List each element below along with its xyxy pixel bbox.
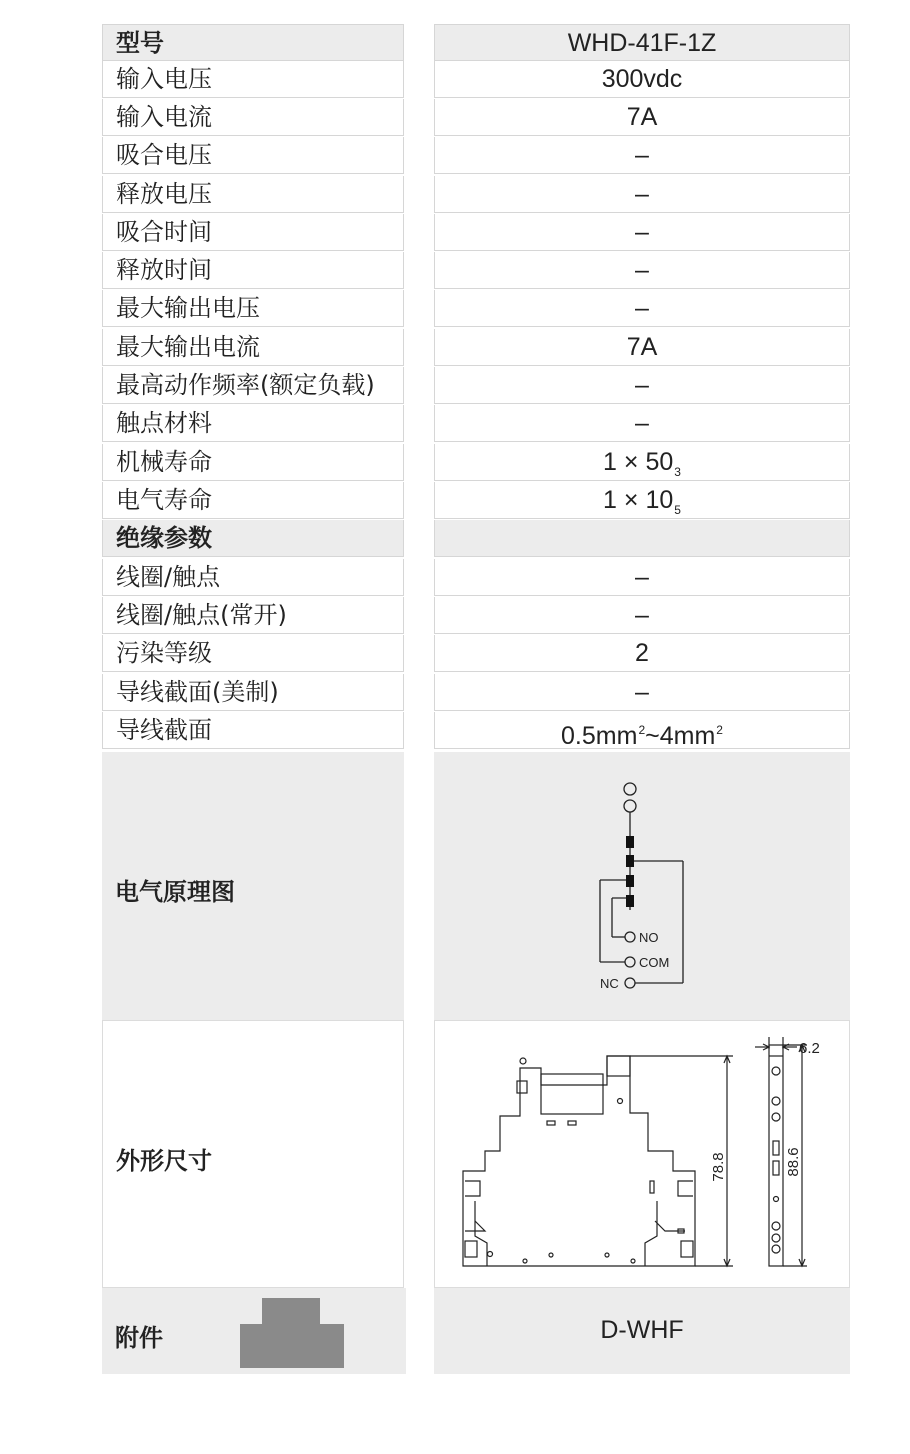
electrical-life-subscript: 5 — [674, 503, 681, 517]
no-terminal-label: NO — [639, 930, 659, 945]
release-voltage-label: 释放电压 — [116, 180, 212, 208]
row-label-cell — [102, 674, 404, 711]
row-value-cell — [434, 252, 850, 289]
row-label-cell — [102, 290, 404, 327]
accessory-image — [240, 1298, 350, 1372]
coil-contact-no-label: 线圈/触点(常开) — [116, 601, 287, 629]
electrical-life-value — [435, 482, 849, 519]
row-label-cell — [102, 61, 404, 98]
row-label-cell — [102, 405, 404, 442]
release-time-value: – — [635, 256, 649, 284]
row-value-cell — [434, 520, 850, 557]
end-bracket-icon — [240, 1298, 344, 1368]
coil-contact-label: 线圈/触点 — [116, 563, 221, 591]
row-label-cell — [102, 99, 404, 136]
input-current-label: 输入电流 — [116, 103, 212, 131]
mechanical-life-subscript: 3 — [674, 465, 681, 479]
row-value-cell — [434, 329, 850, 366]
contact-material-label: 触点材料 — [116, 409, 212, 437]
row-label-cell — [102, 635, 404, 672]
coil-contact-value: – — [635, 563, 649, 591]
relay-body-outline — [541, 1074, 603, 1114]
row-value-cell — [434, 61, 850, 98]
electrical-life-label: 电气寿命 — [116, 486, 212, 514]
pickup-voltage-value: – — [635, 141, 649, 169]
model-label: 型号 — [116, 29, 164, 57]
wire-max-exponent: 2 — [716, 723, 723, 737]
pollution-degree-label: 污染等级 — [116, 639, 212, 667]
schematic-label-cell — [102, 752, 404, 1020]
row-label-cell — [102, 214, 404, 251]
row-value-cell — [434, 176, 850, 213]
dimensions-label: 外形尺寸 — [116, 1147, 212, 1175]
wire-section-awg-label: 导线截面(美制) — [116, 678, 279, 706]
row-label-cell — [102, 520, 404, 557]
release-voltage-value: – — [635, 180, 649, 208]
dimension-width: 6.2 — [799, 1040, 820, 1057]
wiring-diagram — [434, 752, 850, 1020]
row-value-cell — [434, 559, 850, 596]
com-terminal-label: COM — [639, 955, 670, 970]
wire-min-value: 0.5mm — [561, 722, 638, 750]
row-value-cell — [434, 444, 850, 481]
dimension-height-outer: 88.6 — [785, 1147, 802, 1177]
accessory-value: D-WHF — [600, 1316, 684, 1344]
accessory-label-cell — [102, 1288, 406, 1374]
row-label-cell — [102, 137, 404, 174]
model-value: WHD-41F-1Z — [567, 29, 717, 57]
schematic-label: 电气原理图 — [115, 878, 235, 906]
row-label-cell — [102, 482, 404, 519]
wire-section-label: 导线截面 — [116, 716, 212, 744]
row-value-cell — [434, 367, 850, 404]
mechanical-life-base: 1 × 50 — [603, 448, 674, 476]
coil-terminal-a2-icon — [624, 800, 636, 812]
pickup-time-label: 吸合时间 — [116, 218, 212, 246]
mechanical-life-value — [435, 444, 849, 481]
max-output-voltage-value: – — [635, 294, 649, 322]
outline-drawing — [435, 1021, 851, 1289]
row-label-cell — [102, 176, 404, 213]
row-label-cell — [102, 559, 404, 596]
input-current-value: 7A — [626, 103, 658, 131]
electrical-life-base: 1 × 10 — [603, 486, 674, 514]
row-value-cell — [434, 99, 850, 136]
coil-contact-no-value: – — [635, 601, 649, 629]
row-label-cell — [102, 712, 404, 749]
contact-material-value: – — [635, 409, 649, 437]
row-label-cell — [102, 367, 404, 404]
row-value-cell — [434, 290, 850, 327]
pollution-degree-value: 2 — [635, 639, 649, 667]
max-output-voltage-label: 最大输出电压 — [116, 294, 260, 322]
row-label-cell — [102, 252, 404, 289]
input-voltage-value: 300vdc — [601, 65, 683, 93]
dimension-height-inner: 78.8 — [710, 1152, 727, 1182]
row-label-cell — [102, 24, 404, 61]
dimensions-label-cell — [102, 1020, 404, 1288]
row-value-cell — [434, 597, 850, 634]
max-frequency-value: – — [635, 371, 649, 399]
row-value-cell — [434, 405, 850, 442]
wire-section-awg-value: – — [635, 678, 649, 706]
row-label-cell — [102, 597, 404, 634]
com-terminal-icon — [625, 957, 635, 967]
max-output-current-value: 7A — [626, 333, 658, 361]
accessory-label: 附件 — [115, 1324, 163, 1352]
nc-terminal-icon — [625, 978, 635, 988]
row-value-cell — [434, 635, 850, 672]
release-time-label: 释放时间 — [116, 256, 212, 284]
row-label-cell — [102, 329, 404, 366]
max-frequency-label: 最高动作频率(额定负载) — [116, 371, 375, 399]
row-value-cell — [434, 214, 850, 251]
pickup-time-value: – — [635, 218, 649, 246]
wire-max-value: ~4mm — [645, 722, 716, 750]
row-value-cell — [434, 674, 850, 711]
row-label-cell — [102, 444, 404, 481]
max-output-current-label: 最大输出电流 — [116, 333, 260, 361]
coil-terminal-a1-icon — [624, 783, 636, 795]
nc-terminal-label: NC — [600, 976, 619, 991]
schematic-diagram-cell — [434, 752, 850, 1020]
insulation-section-value — [435, 520, 849, 557]
input-voltage-label: 输入电压 — [116, 65, 212, 93]
insulation-section-label: 绝缘参数 — [116, 524, 212, 552]
row-value-cell — [434, 137, 850, 174]
pickup-voltage-label: 吸合电压 — [116, 141, 212, 169]
housing-outline — [463, 1056, 695, 1266]
accessory-value-cell — [434, 1288, 850, 1374]
wire-min-exponent: 2 — [638, 723, 646, 737]
row-value-cell — [434, 482, 850, 519]
row-value-cell — [434, 24, 850, 61]
no-terminal-icon — [625, 932, 635, 942]
row-value-cell — [434, 712, 850, 749]
mechanical-life-label: 机械寿命 — [116, 448, 212, 476]
dimensions-drawing-cell — [434, 1020, 850, 1288]
wire-section-value — [435, 712, 849, 749]
